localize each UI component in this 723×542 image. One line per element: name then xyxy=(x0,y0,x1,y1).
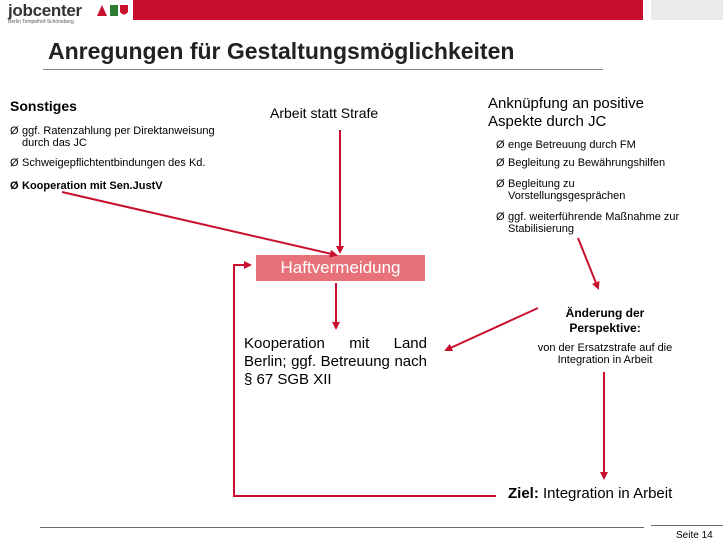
arrow-right-to-perspektive xyxy=(578,238,598,288)
bullet-arrow-icon: Ø xyxy=(10,180,19,192)
goal-prefix: Ziel: xyxy=(508,485,539,502)
bullet-arrow-icon: Ø xyxy=(496,178,505,190)
bullet-arrow-icon: Ø xyxy=(10,157,19,169)
arrow-left-to-center xyxy=(62,192,336,255)
bullet-text: Kooperation mit Sen.JustV xyxy=(22,180,163,192)
bullet-text: Begleitung zu Vorstellungsgesprächen xyxy=(508,178,626,202)
bullet-text: ggf. Ratenzahlung per Direktanweisung durch das JC xyxy=(22,125,215,149)
footer-rule xyxy=(40,527,644,528)
arrow-to-kooperation xyxy=(446,308,538,350)
perspektive-heading: Änderung der Perspektive: xyxy=(565,306,645,335)
bullet-arrow-icon: Ø xyxy=(496,139,505,151)
perspektive-text: von der Ersatzstrafe auf die Integration in Arbeit xyxy=(537,342,673,366)
haftvermeidung-label: Haftvermeidung xyxy=(256,255,425,281)
bullet-text: Schweigepflichtentbindungen des Kd. xyxy=(22,157,206,169)
logo-subtitle: Berlin Tempelhof-Schöneberg xyxy=(8,19,74,25)
goal-label: Integration in Arbeit xyxy=(538,485,673,502)
anknuepfung-heading-line2: Aspekte durch JC xyxy=(488,113,607,130)
kooperation-text: Kooperation mit Land Berlin; ggf. Betreuung nach § 67 SGB XII xyxy=(244,335,427,388)
arbeit-statt-strafe-heading: Arbeit statt Strafe xyxy=(270,105,379,121)
page-number: Seite 14 xyxy=(676,530,713,541)
footer-rule-right xyxy=(651,525,723,526)
arrow-loop-back xyxy=(234,265,496,496)
sonstiges-heading: Sonstiges xyxy=(10,98,77,114)
bullet-arrow-icon: Ø xyxy=(496,157,505,169)
bullet-arrow-icon: Ø xyxy=(496,211,505,223)
bullet-text: Begleitung zu Bewährungshilfen xyxy=(508,157,666,169)
bullet-text: enge Betreuung durch FM xyxy=(508,139,636,151)
page-title: Anregungen für Gestaltungsmöglichkeiten xyxy=(48,38,515,64)
anknuepfung-heading-line1: Anknüpfung an positive xyxy=(488,95,644,112)
bullet-text: ggf. weiterführende Maßnahme zur Stabilisierung xyxy=(508,211,680,235)
bullet-arrow-icon: Ø xyxy=(10,125,19,137)
logo-wordmark: jobcenter xyxy=(8,1,82,20)
